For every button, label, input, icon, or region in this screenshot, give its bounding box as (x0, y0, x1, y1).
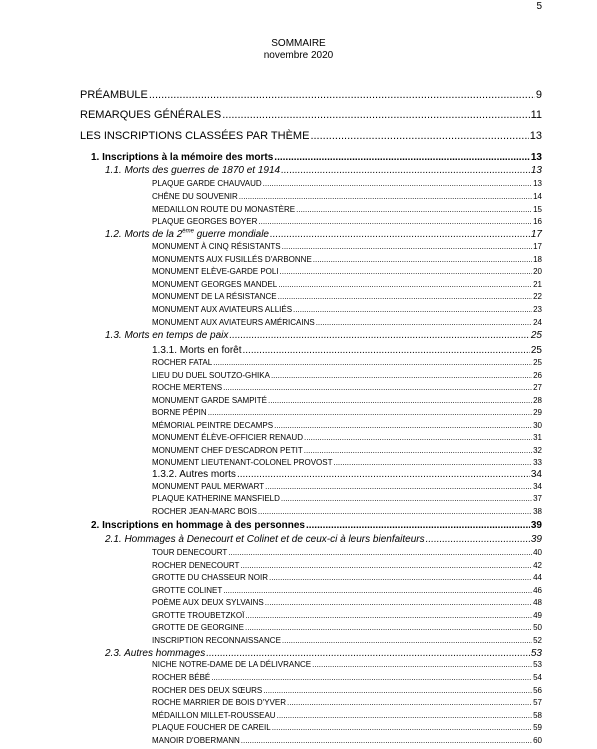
toc-entry-page: 39 (530, 534, 542, 545)
toc-entry-page: 14 (533, 192, 542, 201)
toc-entry-label: ROCHE MERTENS (152, 383, 223, 392)
toc-entry-label: 2.1. Hommages à Denecourt et Colinet et de ceux-ci à leurs bienfaiteurs (105, 534, 425, 545)
toc-leader-dots (265, 482, 532, 491)
toc-leader-dots (258, 507, 532, 516)
toc-entry[interactable] (91, 520, 542, 533)
toc-leader-dots (304, 446, 532, 455)
toc-leader-dots (282, 242, 532, 251)
toc-entry-label: MÉDAILLON MILLET-ROUSSEAU (152, 711, 276, 720)
toc-leader-dots (293, 305, 532, 314)
toc-entry-page: 22 (533, 292, 542, 301)
toc-entry-page: 25 (533, 358, 542, 367)
toc-leader-dots (245, 611, 532, 620)
toc-entry[interactable] (152, 686, 542, 698)
toc-leader-dots (426, 534, 530, 545)
toc-leader-dots (280, 267, 533, 276)
toc-entry-label: ROCHER DENECOURT (152, 561, 240, 570)
toc-entry-page: 57 (533, 698, 542, 707)
toc-entry[interactable] (152, 318, 542, 330)
toc-entry-label: MONUMENT PAUL MERWART (152, 482, 265, 491)
toc-entry-label: CHÊNE DU SOUVENIR (152, 192, 238, 201)
toc-entry-page: 13 (533, 179, 542, 188)
toc-leader-dots (237, 469, 530, 480)
toc-entry[interactable] (152, 421, 542, 433)
toc-entry-label: ROCHER JEAN-MARC BOIS (152, 507, 257, 516)
toc-leader-dots (263, 179, 532, 188)
toc-entry[interactable] (152, 561, 542, 573)
toc-entry-label: 1.3.2. Autres morts (152, 469, 236, 480)
toc-entry-label: LES INSCRIPTIONS CLASSÉES PAR THÈME (80, 130, 310, 142)
toc-entry[interactable] (80, 109, 542, 123)
toc-entry-page: 17 (533, 242, 542, 251)
toc-entry[interactable] (152, 636, 542, 648)
toc-entry[interactable] (152, 548, 542, 560)
toc-leader-dots (282, 636, 532, 645)
toc-leader-dots (229, 330, 529, 341)
toc-entry[interactable] (152, 192, 542, 204)
toc-entry-label: GROTTE DU CHASSEUR NOIR (152, 573, 269, 582)
toc-entry-label: GROTTE DE GEORGINE (152, 623, 245, 632)
toc-entry[interactable] (105, 330, 542, 343)
toc-entry-page: 46 (533, 586, 542, 595)
toc-entry-label: PLAQUE KATHERINE MANSFIELD (152, 494, 280, 503)
toc-entry-page: 53 (530, 648, 542, 659)
toc-entry-page: 20 (533, 267, 542, 276)
toc-entry[interactable] (152, 673, 542, 685)
toc-entry-label: MONUMENT ELÈVE-GARDE POLI (152, 267, 279, 276)
toc-entry-page: 23 (533, 305, 542, 314)
toc-entry-label: MONUMENT À CINQ RÉSISTANTS (152, 242, 281, 251)
toc-entry-label: BORNE PÉPIN (152, 408, 207, 417)
toc-leader-dots (239, 192, 532, 201)
toc-entry[interactable] (152, 586, 542, 598)
toc-leader-dots (274, 152, 530, 163)
toc-entry-label: REMARQUES GÉNÉRALES (80, 109, 222, 121)
toc-entry-page: 44 (533, 573, 542, 582)
toc-entry[interactable] (152, 292, 542, 304)
toc-leader-dots (277, 711, 533, 720)
toc-leader-dots (278, 280, 532, 289)
toc-entry[interactable] (152, 446, 542, 458)
toc-leader-dots (306, 520, 530, 531)
toc-entry-page: 13 (529, 130, 542, 142)
toc-entry[interactable] (152, 280, 542, 292)
toc-leader-dots (206, 648, 530, 659)
toc-entry[interactable] (152, 255, 542, 267)
toc-entry-label: 1.2. Morts de la 2ème guerre mondiale (105, 228, 269, 240)
toc-entry-label: MONUMENT GEORGES MANDEL (152, 280, 278, 289)
toc-entry[interactable] (152, 345, 542, 358)
toc-entry[interactable] (80, 130, 542, 144)
toc-entry-page: 38 (533, 507, 542, 516)
toc-entry-page: 11 (530, 109, 542, 121)
toc-entry-page: 39 (530, 520, 542, 531)
toc-entry-page: 24 (533, 318, 542, 327)
toc-leader-dots (222, 109, 529, 121)
toc-entry-label: MONUMENT AUX AVIATEURS ALLIÉS (152, 305, 293, 314)
toc-entry-page: 50 (533, 623, 542, 632)
toc-entry[interactable] (152, 598, 542, 610)
toc-entry-label: GROTTE TROUBETZKOÏ (152, 611, 245, 620)
toc-entry-page: 25 (530, 330, 542, 341)
toc-leader-dots (278, 292, 532, 301)
toc-entry[interactable] (152, 736, 542, 748)
toc-entry-page: 56 (533, 686, 542, 695)
toc-entry-label: MONUMENTS AUX FUSILLÉS D'ARBONNE (152, 255, 312, 264)
toc-leader-dots (208, 408, 532, 417)
toc-leader-dots (149, 89, 535, 101)
toc-entry-page: 54 (533, 673, 542, 682)
toc-entry[interactable] (152, 408, 542, 420)
toc-entry-label: ROCHER DES DEUX SŒURS (152, 686, 263, 695)
toc-entry-page: 30 (533, 421, 542, 430)
toc-entry-label: TOUR DENECOURT (152, 548, 228, 557)
toc-entry-page: 59 (533, 723, 542, 732)
toc-entry[interactable] (152, 371, 542, 383)
toc-leader-dots (296, 205, 532, 214)
toc-entry-page: 28 (533, 396, 542, 405)
toc-entry[interactable] (152, 469, 542, 482)
toc-entry-label: ROCHE MARRIER DE BOIS D'YVER (152, 698, 286, 707)
toc-entry[interactable] (152, 611, 542, 623)
toc-entry-label: MANOIR D'OBERMANN (152, 736, 240, 745)
toc-entry-label: NICHE NOTRE-DAME DE LA DÉLIVRANCE (152, 660, 312, 669)
toc-leader-dots (287, 698, 532, 707)
toc-entry[interactable] (152, 723, 542, 735)
toc-leader-dots (269, 573, 532, 582)
toc-entry-label: 2.3. Autres hommages (105, 648, 206, 659)
toc-leader-dots (240, 561, 532, 570)
toc-entry-page: 32 (533, 446, 542, 455)
toc-entry-label: PLAQUE GEORGES BOYER (152, 217, 258, 226)
toc-entry[interactable] (152, 433, 542, 445)
toc-entry[interactable] (152, 267, 542, 279)
toc-leader-dots (241, 736, 532, 745)
toc-entry-page: 53 (533, 660, 542, 669)
toc-leader-dots (263, 686, 532, 695)
toc-entry[interactable] (152, 494, 542, 506)
toc-entry-page: 26 (533, 371, 542, 380)
toc-entry-label: MEDAILLON ROUTE DU MONASTÈRE (152, 205, 296, 214)
document-title: SOMMAIRE (271, 38, 326, 49)
toc-entry-label: ROCHER FATAL (152, 358, 213, 367)
toc-entry-page: 48 (533, 598, 542, 607)
toc-entry[interactable] (152, 660, 542, 672)
toc-entry-label: 1.3.1. Morts en forêt (152, 345, 242, 356)
toc-entry-page: 25 (530, 345, 542, 356)
toc-leader-dots (271, 371, 532, 380)
toc-leader-dots (313, 255, 532, 264)
toc-entry-page: 15 (533, 205, 542, 214)
toc-entry[interactable] (105, 165, 542, 178)
toc-entry[interactable] (80, 89, 542, 103)
toc-leader-dots (265, 598, 532, 607)
toc-entry-label: INSCRIPTION RECONNAISSANCE (152, 636, 281, 645)
toc-entry-page: 29 (533, 408, 542, 417)
toc-entry-page: 37 (533, 494, 542, 503)
toc-entry-page: 52 (533, 636, 542, 645)
toc-entry[interactable] (152, 217, 542, 229)
toc-leader-dots (268, 396, 532, 405)
toc-entry-page: 27 (533, 383, 542, 392)
toc-entry[interactable] (105, 534, 542, 547)
document-subtitle: novembre 2020 (263, 50, 334, 61)
toc-leader-dots (243, 345, 530, 356)
toc-leader-dots (333, 458, 532, 467)
toc-entry-page: 9 (535, 89, 542, 101)
toc-entry-label: MONUMENT AUX AVIATEURS AMÉRICAINS (152, 318, 315, 327)
toc-leader-dots (274, 421, 532, 430)
toc-entry-page: 58 (533, 711, 542, 720)
toc-entry-label: MONUMENT CHEF D'ESCADRON PETIT (152, 446, 303, 455)
toc-leader-dots (211, 673, 532, 682)
toc-entry[interactable] (105, 229, 542, 242)
toc-entry[interactable] (152, 573, 542, 585)
toc-entry[interactable] (91, 152, 542, 165)
toc-entry-label: 1.1. Morts des guerres de 1870 et 1914 (105, 165, 281, 176)
toc-entry-page: 42 (533, 561, 542, 570)
toc-entry[interactable] (152, 358, 542, 370)
toc-entry-label: POÈME AUX DEUX SYLVAINS (152, 598, 264, 607)
toc-leader-dots (272, 723, 532, 732)
toc-entry-page: 60 (533, 736, 542, 745)
page-number: 5 (536, 1, 542, 12)
toc-entry[interactable] (152, 507, 542, 519)
toc-entry[interactable] (152, 242, 542, 254)
toc-entry-page: 34 (530, 469, 542, 480)
toc-leader-dots (270, 229, 530, 240)
toc-entry[interactable] (152, 623, 542, 635)
toc-entry-label: PLAQUE FOUCHER DE CAREIL (152, 723, 271, 732)
toc-entry-label: LIEU DU DUEL SOUTZO-GHIKA (152, 371, 270, 380)
toc-entry-page: 13 (530, 152, 542, 163)
toc-entry-label: MONUMENT DE LA RÉSISTANCE (152, 292, 277, 301)
toc-entry-page: 33 (533, 458, 542, 467)
toc-entry-label: MONUMENT LIEUTENANT-COLONEL PROVOST (152, 458, 333, 467)
toc-entry-page: 40 (533, 548, 542, 557)
toc-entry-page: 49 (533, 611, 542, 620)
toc-entry-label: PLAQUE GARDE CHAUVAUD (152, 179, 262, 188)
toc-entry-label: MÉMORIAL PEINTRE DECAMPS (152, 421, 274, 430)
toc-entry-page: 18 (533, 255, 542, 264)
toc-entry[interactable] (152, 205, 542, 217)
toc-leader-dots (281, 494, 532, 503)
toc-entry-page: 31 (533, 433, 542, 442)
toc-leader-dots (228, 548, 532, 557)
toc-entry-label: ROCHER BÉBÉ (152, 673, 211, 682)
toc-leader-dots (310, 130, 528, 142)
toc-entry[interactable] (152, 482, 542, 494)
toc-entry-label: MONUMENT GARDE SAMPITÉ (152, 396, 267, 405)
toc-leader-dots (304, 433, 532, 442)
toc-entry[interactable] (152, 396, 542, 408)
toc-entry-page: 21 (533, 280, 542, 289)
toc-entry[interactable] (152, 383, 542, 395)
toc-entry-label: 1. Inscriptions à la mémoire des morts (91, 152, 274, 163)
toc-entry[interactable] (152, 179, 542, 191)
toc-entry-label: GROTTE COLINET (152, 586, 223, 595)
toc-entry[interactable] (152, 305, 542, 317)
toc-leader-dots (258, 217, 532, 226)
toc-leader-dots (281, 165, 530, 176)
toc-entry-label: PRÉAMBULE (80, 89, 148, 101)
toc-leader-dots (316, 318, 532, 327)
toc-leader-dots (223, 383, 532, 392)
toc-leader-dots (223, 586, 532, 595)
toc-entry-page: 17 (530, 229, 542, 240)
toc-entry-label: 2. Inscriptions en hommage à des personnes (91, 520, 305, 531)
toc-entry-label: 1.3. Morts en temps de paix (105, 330, 229, 341)
toc-entry-page: 34 (533, 482, 542, 491)
toc-entry-page: 13 (530, 165, 542, 176)
toc-leader-dots (213, 358, 532, 367)
toc-entry[interactable] (152, 711, 542, 723)
toc-leader-dots (312, 660, 532, 669)
toc-leader-dots (245, 623, 532, 632)
toc-entry-page: 16 (533, 217, 542, 226)
toc-entry-label: MONUMENT ÉLÈVE-OFFICIER RENAUD (152, 433, 303, 442)
toc-entry[interactable] (152, 698, 542, 710)
